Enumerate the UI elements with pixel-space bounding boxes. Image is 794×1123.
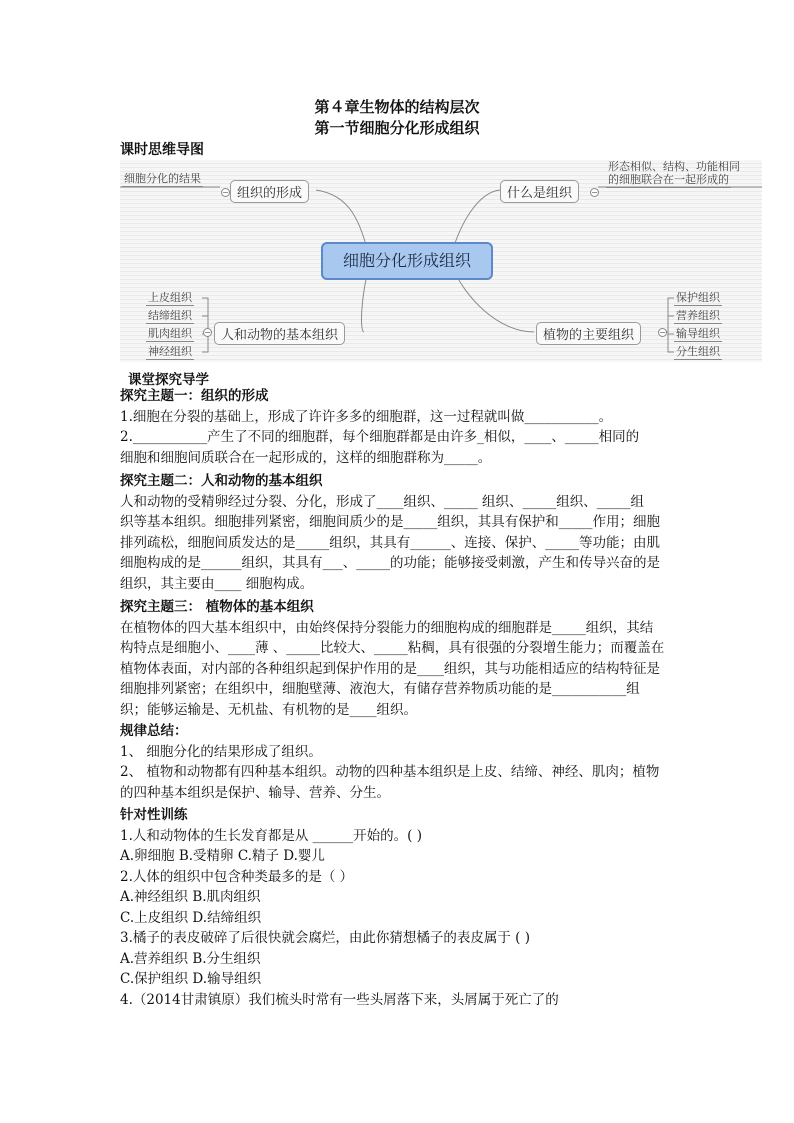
node-tissue-formation: 组织的形成 (230, 180, 309, 203)
text-line: 1、 细胞分化的结果形成了组织。 (120, 743, 322, 760)
collapse-circle-icon[interactable]: − (222, 188, 229, 197)
question-line: 3.橘子的表皮破碎了后很快就会腐烂，由此你猜想橘子的表皮属于 ( ) (120, 930, 530, 946)
text-line: 2.___________产生了不同的细胞群，每个细胞群都是由许多_相似，____、_____相同的 (120, 429, 640, 445)
question-line: 1.人和动物体的生长发育都是从 ______开始的。( ) (120, 827, 422, 844)
text-line: 织等基本组织。细胞排列紧密，细胞间质少的是_____组织，其具有保护和_____作用；细胞 (120, 514, 660, 530)
leaf-definition-line2: 的细胞联合在一起形成的 (608, 173, 729, 186)
text-line: 2、 植物和动物都有四种基本组织。动物的四种基本组织是上皮、结缔、神经、肌肉；植物 (120, 764, 660, 780)
options-line: A.神经组织 B.肌肉组织 (120, 889, 261, 905)
text-line: 细胞构成的是______组织，其具有___、_____的功能；能够接受刺激，产生和传导兴奋的是 (120, 555, 660, 571)
leaf-conducting: 输导组织 (676, 327, 720, 340)
text-line: 人和动物的受精卵经过分裂、分化，形成了____组织、_____ 组织、_____组织、_____组 (120, 493, 645, 510)
node-what-is-tissue: 什么是组织 (500, 180, 579, 203)
options-line: A.卵细胞 B.受精卵 C.精子 D.婴儿 (120, 848, 325, 864)
leaf-protective: 保护组织 (676, 291, 720, 304)
chapter-title: 第４章生物体的结构层次 (314, 98, 480, 116)
topic-3-heading: 探究主题三： 植物体的基本组织 (120, 599, 314, 615)
leaf-nutritive: 营养组织 (676, 309, 720, 322)
options-line: C.保护组织 D.输导组织 (120, 971, 262, 987)
leaf-definition-line1: 形态相似、结构、功能相同 (608, 160, 740, 173)
leaf-differentiation-result: 细胞分化的结果 (124, 172, 201, 185)
topic-2 (120, 471, 680, 594)
text-line: 组织，其主要由____ 细胞构成。 (120, 575, 314, 592)
topic-2-heading: 探究主题二：人和动物的基本组织 (120, 473, 323, 489)
section-title: 第一节细胞分化形成组织 (314, 119, 480, 137)
text-line: 在植物体的四大基本组织中，由始终保持分裂能力的细胞构成的细胞群是_____组织，其结 (120, 619, 654, 636)
leaf-connective: 结缔组织 (148, 309, 192, 322)
topic-3 (120, 597, 680, 720)
training-heading: 针对性训练 (120, 807, 188, 823)
mindmap-heading: 课时思维导图 (120, 142, 204, 158)
summary (120, 721, 680, 803)
leaf-nerve: 神经组织 (148, 345, 192, 358)
text-line: 织；能够运输是、无机盐、有机物的是____组织。 (120, 701, 417, 718)
topic-1-heading: 探究主题一：组织的形成 (120, 388, 269, 404)
text-line: 排列疏松，细胞间质发达的是_____组织，其具有______、连接、保护、_____等功能；由肌 (120, 534, 660, 551)
options-line: C.上皮组织 D.结缔组织 (120, 909, 262, 926)
text-line: 1.细胞在分裂的基础上，形成了许许多多的细胞群，这一过程就叫做___________。 (120, 408, 613, 425)
leaf-muscle: 肌肉组织 (148, 327, 192, 340)
leaf-meristem: 分生组织 (676, 345, 720, 358)
question-line: 2.人体的组织中包含种类最多的是（ ） (120, 868, 354, 885)
options-line: A.营养组织 B.分生组织 (120, 950, 261, 967)
text-line: 植物体表面，对内部的各种组织起到保护作用的是____组织，其与功能相适应的结构特征是 (120, 660, 660, 677)
node-animal-tissues: 人和动物的基本组织 (214, 322, 345, 345)
text-line: 细胞和细胞间质联合在一起形成的，这样的细胞群称为_____。 (120, 449, 492, 466)
collapse-circle-icon[interactable]: − (659, 328, 666, 337)
question-line: 4.（2014甘肃镇原）我们梳头时常有一些头屑落下来，头屑属于死亡了的 (120, 991, 559, 1008)
text-line: 构特点是细胞小、____薄 、_____比较大、_____粘稠，具有很强的分裂增生能力；而覆盖在 (120, 640, 665, 656)
mind-map (120, 160, 762, 362)
node-plant-tissues: 植物的主要组织 (536, 322, 641, 345)
leaf-epithelial: 上皮组织 (148, 291, 192, 304)
topic-1 (120, 386, 680, 468)
guide-heading: 课堂探究导学 (128, 372, 209, 388)
training (120, 805, 680, 1010)
text-line: 的四种基本组织是保护、输导、营养、分生。 (120, 784, 390, 801)
collapse-circle-icon[interactable]: − (204, 328, 211, 337)
central-node: 细胞分化形成组织 (321, 242, 493, 280)
text-line: 细胞排列紧密；在组织中，细胞壁薄、液泡大，有储存营养物质功能的是___________组 (120, 681, 640, 697)
summary-heading: 规律总结： (120, 723, 188, 739)
collapse-circle-icon[interactable]: − (591, 188, 598, 197)
